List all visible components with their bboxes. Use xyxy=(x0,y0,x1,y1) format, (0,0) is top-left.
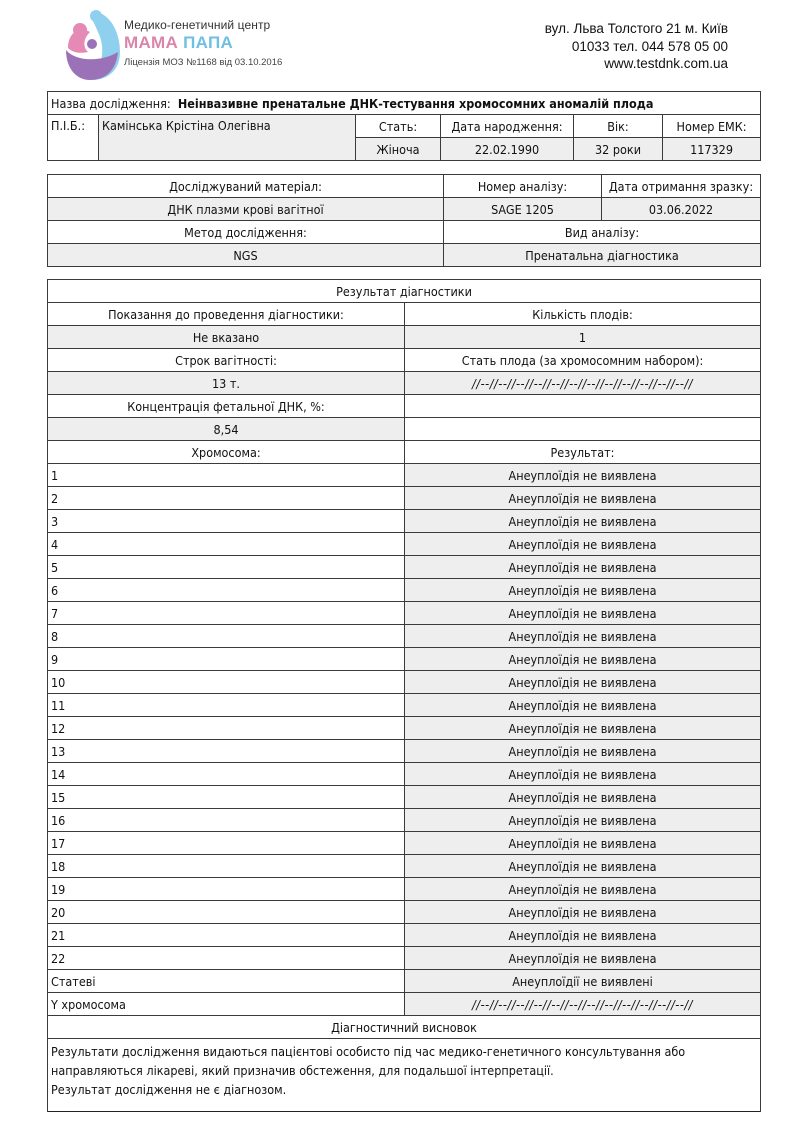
clinic-name xyxy=(124,33,282,53)
fetus-count-value: 1 xyxy=(405,326,761,349)
study-name: Неінвазивне пренатальне ДНК-тестування хромосомних аномалій плода xyxy=(177,95,654,111)
chromosome-cell: 4 xyxy=(48,533,405,556)
chromosome-cell: Y хромосома xyxy=(48,993,405,1016)
age-value: 32 роки xyxy=(574,138,663,161)
result-cell: //--//--//--//--//--//--//--//--//--//--//--//--// xyxy=(405,993,761,1016)
result-cell: Анеуплоїдія не виявлена xyxy=(405,487,761,510)
patient-name: Камінська Крістіна Олегівна xyxy=(99,115,356,161)
chromosome-cell: Статеві xyxy=(48,970,405,993)
result-cell: Анеуплоїдія не виявлена xyxy=(405,786,761,809)
dob-value: 22.02.1990 xyxy=(441,138,574,161)
chromosome-row xyxy=(48,579,761,602)
conclusion-line-3: Результат дослідження не є діагнозом. xyxy=(51,1082,287,1097)
chromosome-row xyxy=(48,832,761,855)
chromosome-cell: 14 xyxy=(48,763,405,786)
result-cell: Анеуплоїдія не виявлена xyxy=(405,648,761,671)
chromosome-row xyxy=(48,970,761,993)
chromosome-row xyxy=(48,510,761,533)
conclusion-line-2: направляються лікареві, який призначив обстеження, для подальшої інтерпретації. xyxy=(51,1063,554,1078)
sample-table xyxy=(47,174,761,267)
gestation-label: Строк вагітності: xyxy=(48,349,405,372)
conclusion-text xyxy=(48,1039,761,1112)
chromosome-row xyxy=(48,602,761,625)
sex-label: Стать: xyxy=(356,115,441,138)
chromosome-cell: 19 xyxy=(48,878,405,901)
address-line-1: вул. Льва Толстого 21 м. Київ xyxy=(544,21,728,36)
chromosome-cell: 22 xyxy=(48,947,405,970)
chromosome-row xyxy=(48,924,761,947)
gestation-value: 13 т. xyxy=(48,372,405,395)
chromosome-row xyxy=(48,740,761,763)
chromosome-cell: 20 xyxy=(48,901,405,924)
chromosome-cell: 5 xyxy=(48,556,405,579)
result-cell: Анеуплоїдія не виявлена xyxy=(405,855,761,878)
chromosome-cell: 1 xyxy=(48,464,405,487)
chromosome-cell: 10 xyxy=(48,671,405,694)
conclusion-line-1: Результати дослідження видаються пацієнтові особисто під час медико-генетичного консультування або xyxy=(51,1044,686,1059)
result-cell: Анеуплоїдія не виявлена xyxy=(405,533,761,556)
clinic-brand xyxy=(124,18,282,68)
chromosome-row xyxy=(48,947,761,970)
chromosome-cell: 6 xyxy=(48,579,405,602)
dob-label: Дата народження: xyxy=(441,115,574,138)
result-cell: Анеуплоїдія не виявлена xyxy=(405,625,761,648)
chromosome-row xyxy=(48,763,761,786)
age-label: Вік: xyxy=(574,115,663,138)
result-cell: Анеуплоїдія не виявлена xyxy=(405,717,761,740)
empty-cell xyxy=(405,395,761,418)
chromosome-cell: 2 xyxy=(48,487,405,510)
result-cell: Анеуплоїдія не виявлена xyxy=(405,878,761,901)
patient-table xyxy=(47,91,761,161)
study-label: Назва дослідження: xyxy=(51,95,171,111)
received-date-label: Дата отримання зразку: xyxy=(602,175,761,198)
chromosome-cell: 12 xyxy=(48,717,405,740)
indication-value: Не вказано xyxy=(48,326,405,349)
analysis-number-label: Номер аналізу: xyxy=(444,175,602,198)
result-cell: Анеуплоїдія не виявлена xyxy=(405,763,761,786)
result-cell: Анеуплоїдія не виявлена xyxy=(405,602,761,625)
chromosome-cell: 9 xyxy=(48,648,405,671)
analysis-type-value: Пренатальна діагностика xyxy=(444,244,761,267)
study-name-row xyxy=(48,92,761,115)
fetus-count-label: Кількість плодів: xyxy=(405,303,761,326)
chromosome-cell: 11 xyxy=(48,694,405,717)
chromosome-cell: 8 xyxy=(48,625,405,648)
address-line-2: 01033 тел. 044 578 05 00 xyxy=(571,38,728,54)
emk-value: 117329 xyxy=(663,138,761,161)
chromosome-cell: 3 xyxy=(48,510,405,533)
results-table xyxy=(47,279,761,1112)
empty-cell xyxy=(405,418,761,441)
chromosome-cell: 18 xyxy=(48,855,405,878)
result-cell: Анеуплоїдія не виявлена xyxy=(405,510,761,533)
result-cell: Анеуплоїдія не виявлена xyxy=(405,579,761,602)
license-text: Ліцензія МОЗ №1168 від 03.10.2016 xyxy=(124,57,283,68)
chromosome-row xyxy=(48,694,761,717)
chromosome-cell: 7 xyxy=(48,602,405,625)
method-value: NGS xyxy=(48,244,444,267)
clinic-address xyxy=(545,20,728,73)
sex-value: Жіноча xyxy=(356,138,441,161)
fetal-dna-value: 8,54 xyxy=(48,418,405,441)
clinic-name-mama: МАМА xyxy=(124,33,179,52)
chromosome-cell: 16 xyxy=(48,809,405,832)
conclusion-title: Діагностичний висновок xyxy=(48,1016,761,1039)
analysis-number-value: SAGE 1205 xyxy=(444,198,602,221)
chromosome-row xyxy=(48,901,761,924)
clinic-subtitle: Медико-генетичний центр xyxy=(124,18,271,32)
analysis-type-label: Вид аналізу: xyxy=(444,221,761,244)
chromosome-row xyxy=(48,993,761,1016)
chromosome-row xyxy=(48,809,761,832)
indication-label: Показання до проведення діагностики: xyxy=(48,303,405,326)
chromosome-cell: 13 xyxy=(48,740,405,763)
received-date-value: 03.06.2022 xyxy=(602,198,761,221)
fetal-sex-label: Стать плода (за хромосомним набором): xyxy=(405,349,761,372)
result-cell: Анеуплоїдія не виявлена xyxy=(405,901,761,924)
chromosome-row xyxy=(48,533,761,556)
chromosome-row xyxy=(48,648,761,671)
chromosome-row xyxy=(48,855,761,878)
result-cell: Анеуплоїдія не виявлена xyxy=(405,671,761,694)
pib-label: П.І.Б.: xyxy=(48,115,99,161)
chromosome-row xyxy=(48,556,761,579)
result-cell: Анеуплоїдія не виявлена xyxy=(405,694,761,717)
results-title: Результат діагностики xyxy=(48,280,761,303)
chromosome-row xyxy=(48,878,761,901)
result-cell: Анеуплоїдія не виявлена xyxy=(405,924,761,947)
chromosome-cell: 17 xyxy=(48,832,405,855)
result-header: Результат: xyxy=(405,441,761,464)
chromosome-row xyxy=(48,464,761,487)
chromosome-row xyxy=(48,487,761,510)
chromosome-cell: 21 xyxy=(48,924,405,947)
website-link[interactable]: www.testdnk.com.ua xyxy=(604,56,728,71)
result-cell: Анеуплоїдії не виявлені xyxy=(405,970,761,993)
result-cell: Анеуплоїдія не виявлена xyxy=(405,832,761,855)
fetal-dna-label: Концентрація фетальної ДНК, %: xyxy=(48,395,405,418)
chromosome-cell: 15 xyxy=(48,786,405,809)
result-cell: Анеуплоїдія не виявлена xyxy=(405,556,761,579)
chromosome-row xyxy=(48,786,761,809)
emk-label: Номер ЕМК: xyxy=(663,115,761,138)
material-label: Досліджуваний матеріал: xyxy=(48,175,444,198)
result-cell: Анеуплоїдія не виявлена xyxy=(405,464,761,487)
clinic-name-papa: ПАПА xyxy=(183,33,234,52)
material-value: ДНК плазми крові вагітної xyxy=(48,198,444,221)
clinic-logo-icon xyxy=(62,8,124,82)
chromosome-row xyxy=(48,671,761,694)
fetal-sex-value: //--//--//--//--//--//--//--//--//--//--//--//--// xyxy=(405,372,761,395)
result-cell: Анеуплоїдія не виявлена xyxy=(405,809,761,832)
chromosome-header: Хромосома: xyxy=(48,441,405,464)
chromosome-row xyxy=(48,625,761,648)
method-label: Метод дослідження: xyxy=(48,221,444,244)
result-cell: Анеуплоїдія не виявлена xyxy=(405,947,761,970)
result-cell: Анеуплоїдія не виявлена xyxy=(405,740,761,763)
chromosome-row xyxy=(48,717,761,740)
